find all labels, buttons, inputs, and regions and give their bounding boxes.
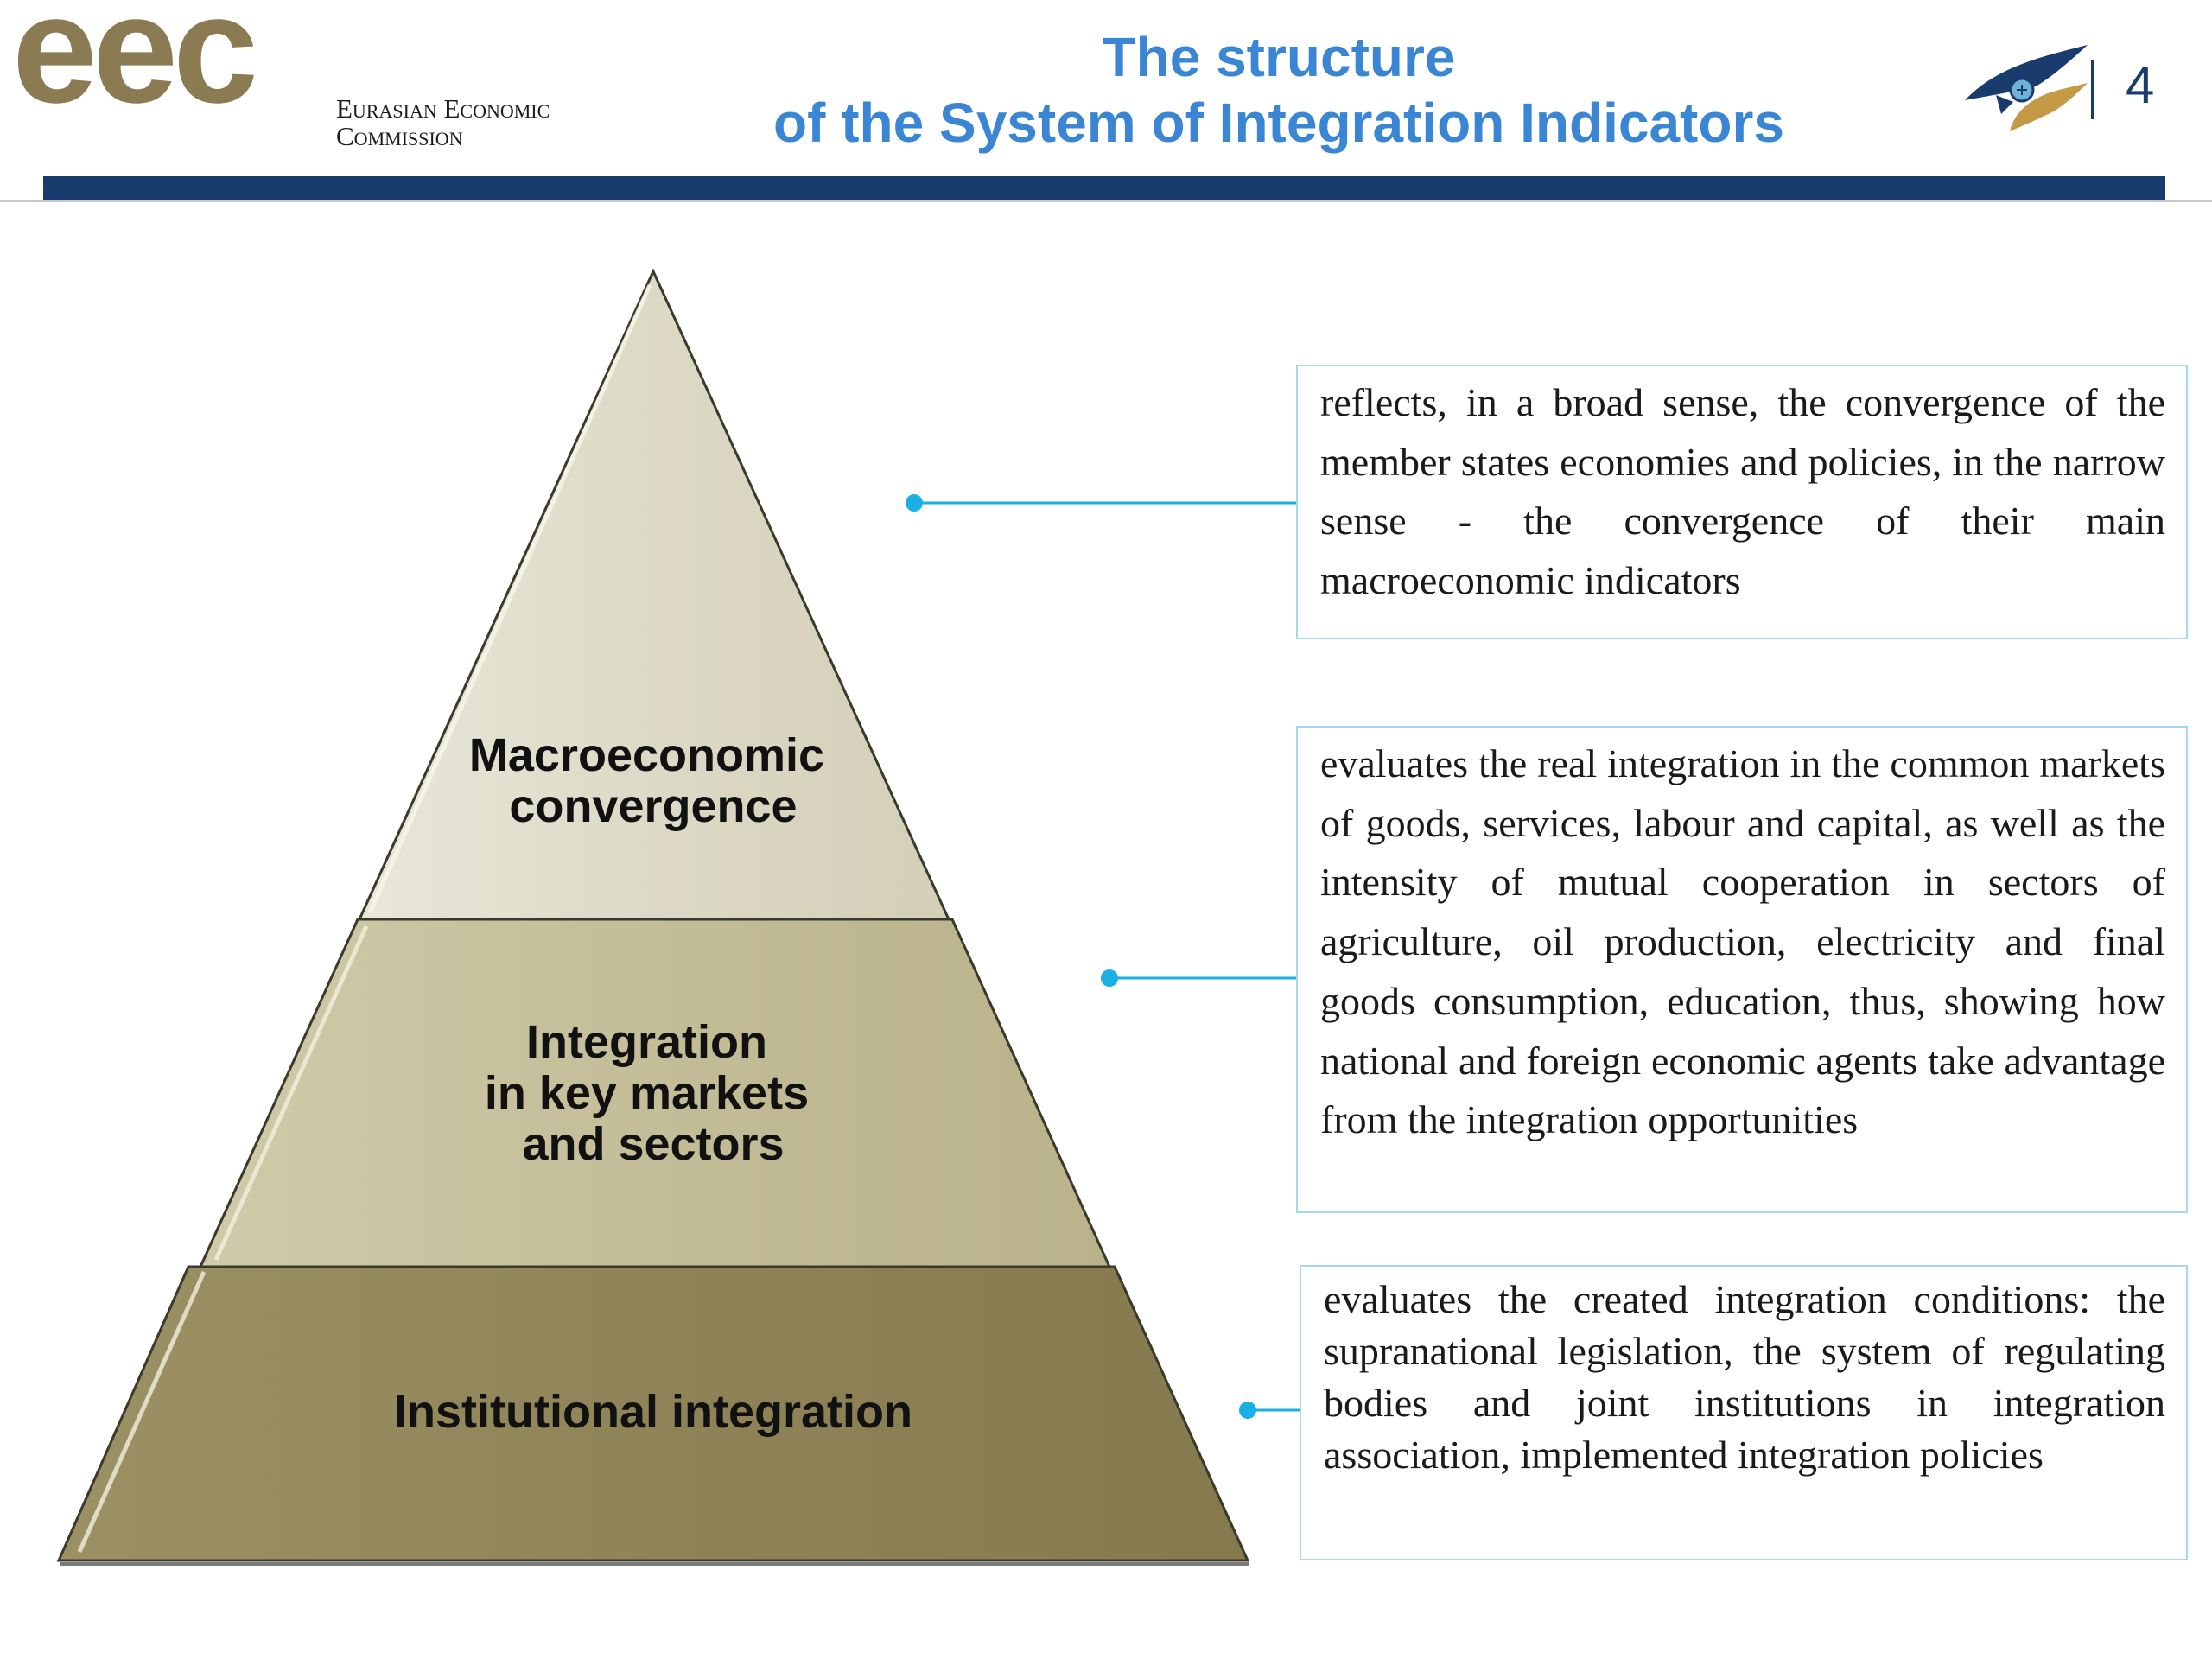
logo-wordmark: eec — [12, 0, 253, 135]
connector-dot — [906, 494, 923, 512]
tier-label-institutional: Institutional integration — [394, 1386, 912, 1438]
description-institutional: evaluates the created integration conditions: the supranational legislation, the system of regulating bodies and joint institutions in integration association, implemented integration policies — [1300, 1265, 2188, 1560]
logo-caption-line1: Eurasian Economic — [336, 93, 550, 124]
connector-macroeconomic — [906, 494, 1296, 512]
connector-markets — [1101, 969, 1296, 987]
connector-dot — [1101, 969, 1118, 987]
logo-caption-line2: Commission — [336, 121, 463, 151]
description-macroeconomic: reflects, in a broad sense, the convergence of the member states economies and policies, in the narrow sense - the convergence of their main macroeconomic indicators — [1296, 365, 2188, 639]
description-markets: evaluates the real integration in the common markets of goods, services, labour and capital, as well as the intensity of mutual cooperation in sectors of agriculture, oil production, electricity and final goods consumption, education, thus, showing how national and foreign economic agents take advantage from the integration opportunities — [1296, 726, 2188, 1213]
slide-title-line1: The structure — [1102, 26, 1456, 88]
page-number: 4 — [2126, 56, 2155, 114]
connector-dot — [1239, 1402, 1256, 1419]
slide-title-line2: of the System of Integration Indicators — [773, 92, 1784, 154]
connector-institutional — [1239, 1402, 1300, 1419]
tier-label-markets: Integration in key markets and sectors — [484, 1016, 810, 1170]
tier-label-macroeconomic: Macroeconomic convergence — [468, 729, 825, 832]
